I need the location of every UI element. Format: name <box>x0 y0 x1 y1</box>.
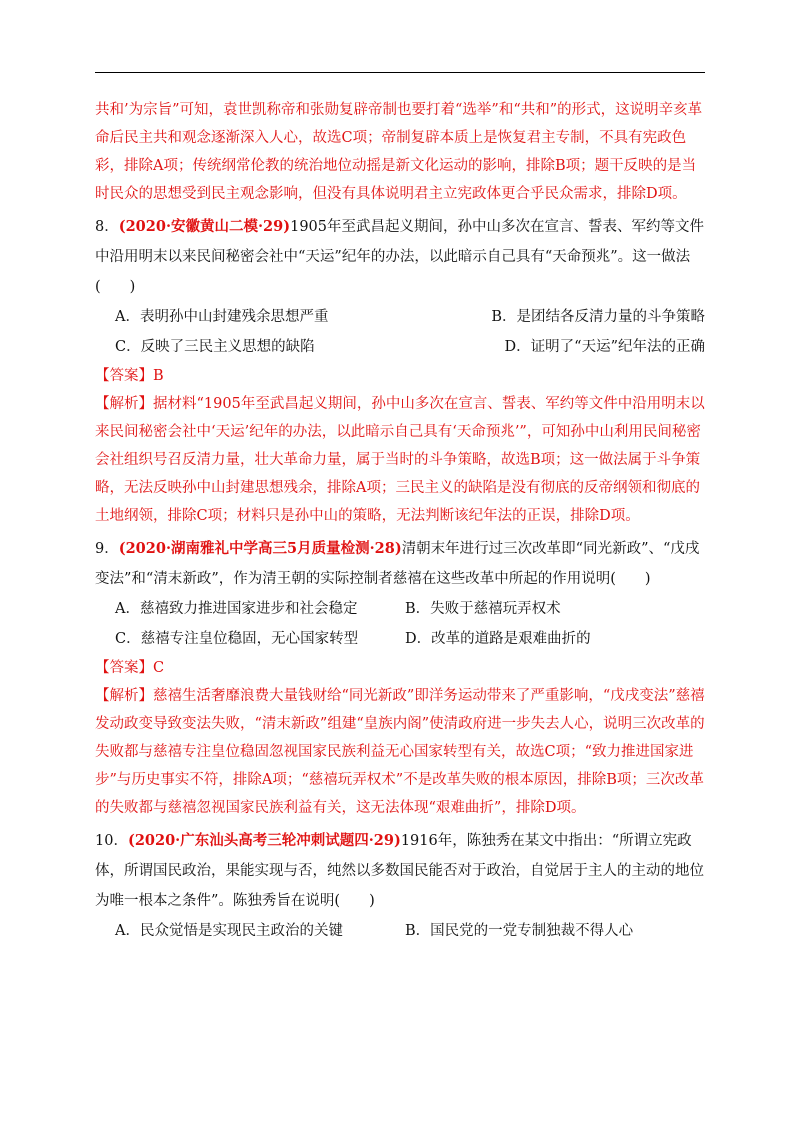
q8-answer: 【答案】B <box>95 368 164 384</box>
question-8 <box>95 212 705 530</box>
q8-option-c: C．反映了三民主义思想的缺陷 <box>115 339 315 355</box>
q8-analysis-label: 【解析】 <box>95 396 153 412</box>
question-8-stem <box>95 212 705 302</box>
question-9-options <box>95 594 705 654</box>
question-8-options-row1 <box>95 302 705 332</box>
question-8-options-row2 <box>95 332 705 362</box>
header-rule <box>95 72 705 73</box>
q9-analysis-text: 慈禧生活奢靡浪费大量钱财给“同光新政”即洋务运动带来了严重影响，“戊戌变法”慈禧发动政变导致变法失败，“清末新政”组建“皇族内阁”使清政府进一步失去人心，说明三次改革的失败都与慈禧专注皇位稳固忽视国家民族利益无心国家转型有关，故选C项；“致力推进国家进步”与历史事实不符，排除A项；“慈禧玩弄权术”不是改革失败的根本原因，排除B项；三次改革的失败都与慈禧忽视国家民族利益有关，这无法体现“艰难曲折”，排除D项。 <box>95 688 705 816</box>
q9-option-b: B．失败于慈禧玩弄权术 <box>405 601 561 617</box>
q9-analysis-label: 【解析】 <box>95 688 153 704</box>
q9-analysis <box>95 682 705 822</box>
question-9-number: 9． <box>95 541 119 557</box>
q8-option-b: B．是团结各反清力量的斗争策略 <box>491 309 705 325</box>
question-10-text: 1916年，陈独秀在某文中指出：“所谓立宪政体，所谓国民政治，果能实现与否，纯然以多数国民能否对于政治，自觉居于主人的主动的地位为唯一根本之条件”。陈独秀旨在说明( ) <box>95 833 704 909</box>
previous-explanation: 共和’为宗旨”可知，袁世凯称帝和张勋复辟帝制也要打着“选举”和“共和”的形式，这说明辛亥革命后民主共和观念逐渐深入人心，故选C项；帝制复辟本质上是恢复君主专制，不具有宪政色彩，排除A项；传统纲常伦教的统治地位动摇是新文化运动的影响，排除B项；题干反映的是当时民众的思想受到民主观念影响，但没有具体说明君主立宪政体更合乎民众需求，排除D项。 <box>95 102 703 202</box>
question-9-text: 清朝末年进行过三次改革即“同光新政”、“戊戌变法”和“清末新政”，作为清王朝的实际控制者慈禧在这些改革中所起的作用说明( ) <box>95 541 700 587</box>
q8-analysis <box>95 390 705 530</box>
question-9 <box>95 534 705 822</box>
q9-option-d: D．改革的道路是艰难曲折的 <box>405 631 591 647</box>
question-10-stem <box>95 826 705 916</box>
question-9-stem <box>95 534 705 594</box>
q9-option-c: C．慈禧专注皇位稳固，无心国家转型 <box>115 631 359 647</box>
q8-analysis-text: 据材料“1905年至武昌起义期间，孙中山多次在宣言、誓表、军约等文件中沿用明末以来民间秘密会社中‘天运’纪年的办法，以此暗示自己具有‘天命预兆’”，可知孙中山利用民间秘密会社组织号召反清力量，壮大革命力量，属于当时的斗争策略，故选B项；这一做法属于斗争策略，无法反映孙中山封建思想残余，排除A项；三民主义的缺陷是没有彻底的反帝纲领和彻底的土地纲领，排除C项；材料只是孙中山的策略，无法判断该纪年法的正误，排除D项。 <box>95 396 705 524</box>
question-8-source: (2020·安徽黄山二模·29) <box>118 218 291 235</box>
q8-option-a: A．表明孙中山封建残余思想严重 <box>115 309 329 325</box>
q8-option-d: D．证明了“天运”纪年法的正确 <box>504 339 705 355</box>
question-10-number: 10． <box>95 833 128 849</box>
q10-option-a: A．民众觉悟是实现民主政治的关键 <box>115 923 343 939</box>
document-body <box>95 96 705 946</box>
question-8-number: 8． <box>95 219 119 235</box>
question-8-text: 1905年至武昌起义期间，孙中山多次在宣言、誓表、军约等文件中沿用明末以来民间秘密会社中“天运”纪年的办法，以此暗示自己具有“天命预兆”。这一做法( ) <box>95 219 704 295</box>
q10-option-b: B．国民党的一党专制独裁不得人心 <box>405 923 634 939</box>
q9-answer: 【答案】C <box>95 660 165 676</box>
question-10-source: (2020·广东汕头高考三轮冲刺试题四·29) <box>127 832 401 849</box>
question-9-source: (2020·湖南雅礼中学高三5月质量检测·28) <box>118 540 402 557</box>
q9-option-a: A．慈禧致力推进国家进步和社会稳定 <box>115 601 358 617</box>
question-10 <box>95 826 705 946</box>
question-10-options <box>95 916 705 946</box>
